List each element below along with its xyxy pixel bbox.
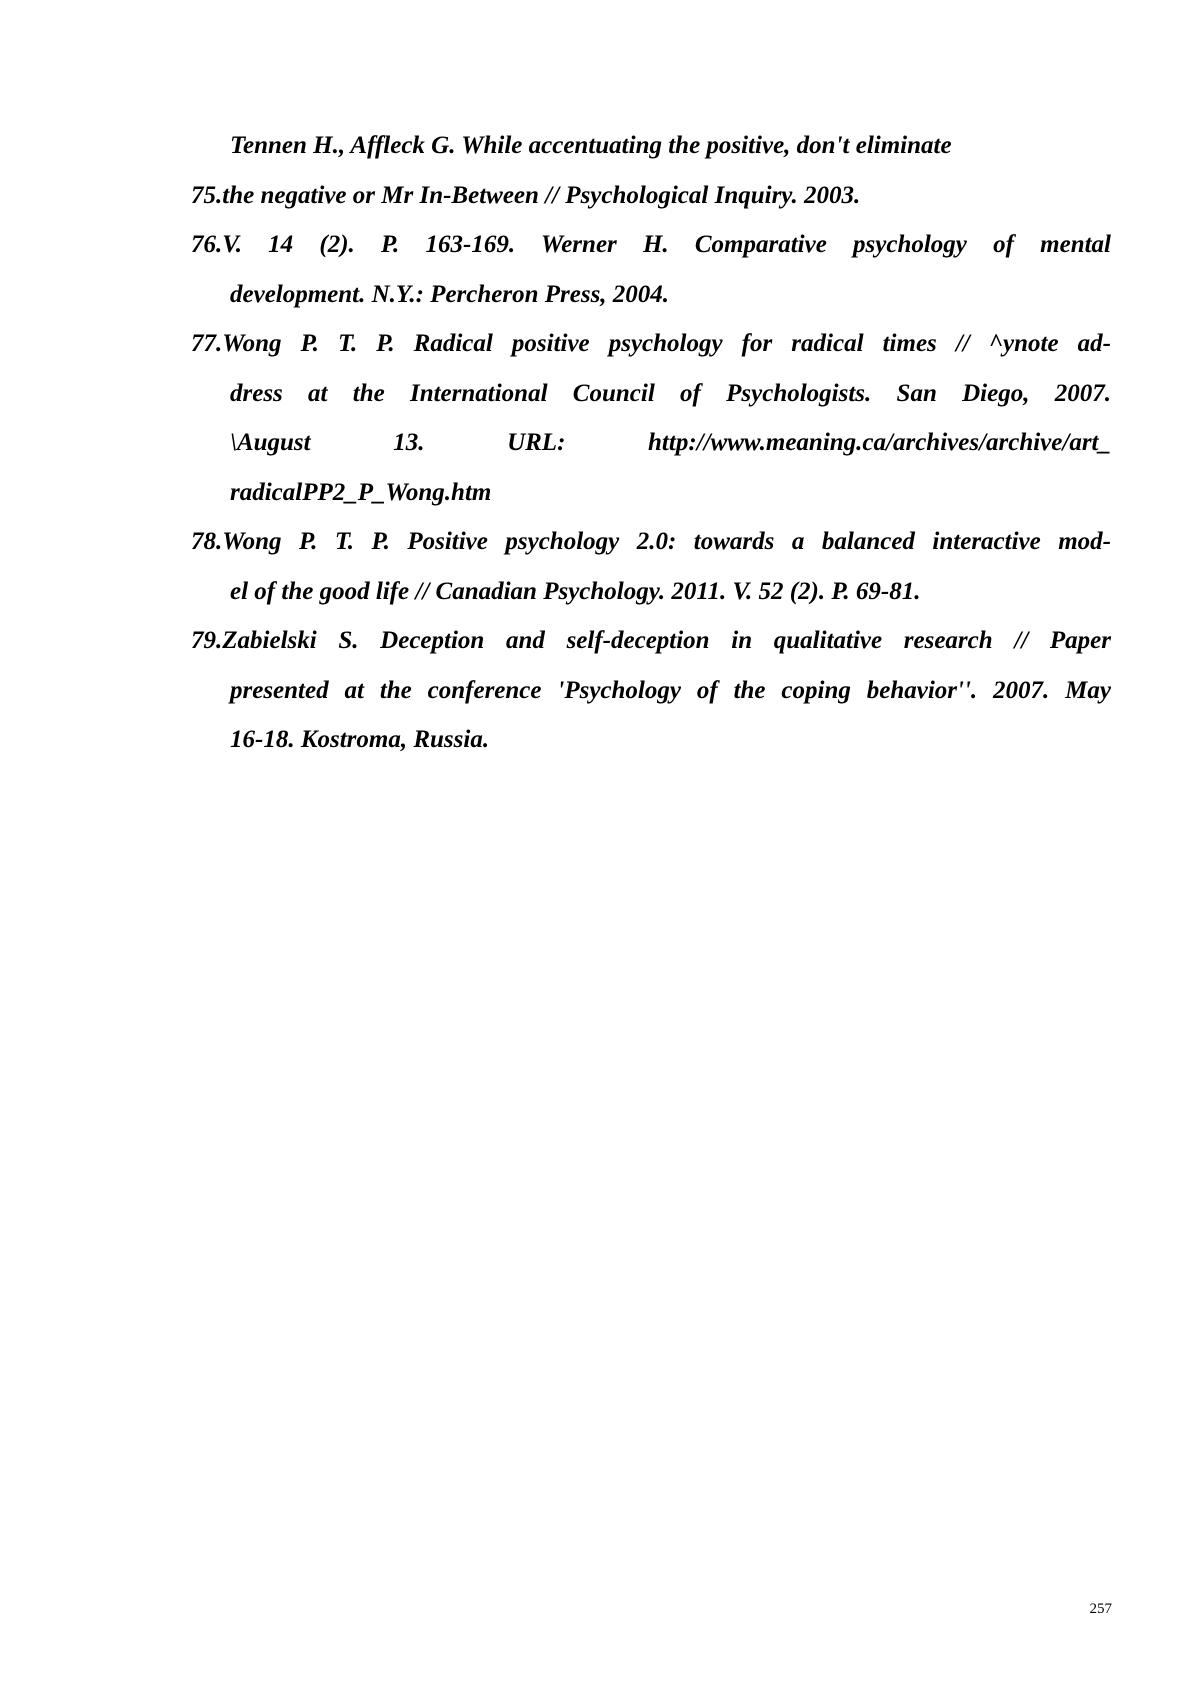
page-number: 257: [1089, 1601, 1112, 1617]
reference-list: [191, 121, 1111, 765]
reference-line: \August 13. URL: http://www.meaning.ca/archives/archive/art_: [230, 429, 1111, 456]
reference-line: 75.the negative or Mr In-Between // Psychological Inquiry. 2003.: [191, 181, 861, 209]
reference-line: 77.Wong P. T. P. Radical positive psychology for radical times // ^ynote ad-: [191, 330, 1111, 357]
reference-line: development. N.Y.: Percheron Press, 2004.: [230, 280, 670, 308]
reference-line: 76.V. 14 (2). P. 163-169. Werner H. Comparative psychology of mental: [191, 231, 1111, 258]
reference-line: 79.Zabielski S. Deception and self-deception in qualitative research // Paper: [191, 627, 1111, 654]
reference-line: el of the good life // Canadian Psychology. 2011. V. 52 (2). P. 69-81.: [230, 577, 921, 605]
reference-line: dress at the International Council of Psychologists. San Diego, 2007.: [230, 379, 1111, 407]
reference-line: radicalPP2_P_Wong.htm: [230, 478, 492, 506]
reference-line: presented at the conference 'Psychology of the coping behavior''. 2007. May: [230, 676, 1111, 704]
reference-line: 16-18. Kostroma, Russia.: [230, 726, 490, 753]
reference-line: 78.Wong P. T. P. Positive psychology 2.0: towards a balanced interactive mod-: [191, 528, 1111, 555]
reference-line: Tennen H., Affleck G. While accentuating the positive, don't eliminate: [230, 132, 952, 159]
